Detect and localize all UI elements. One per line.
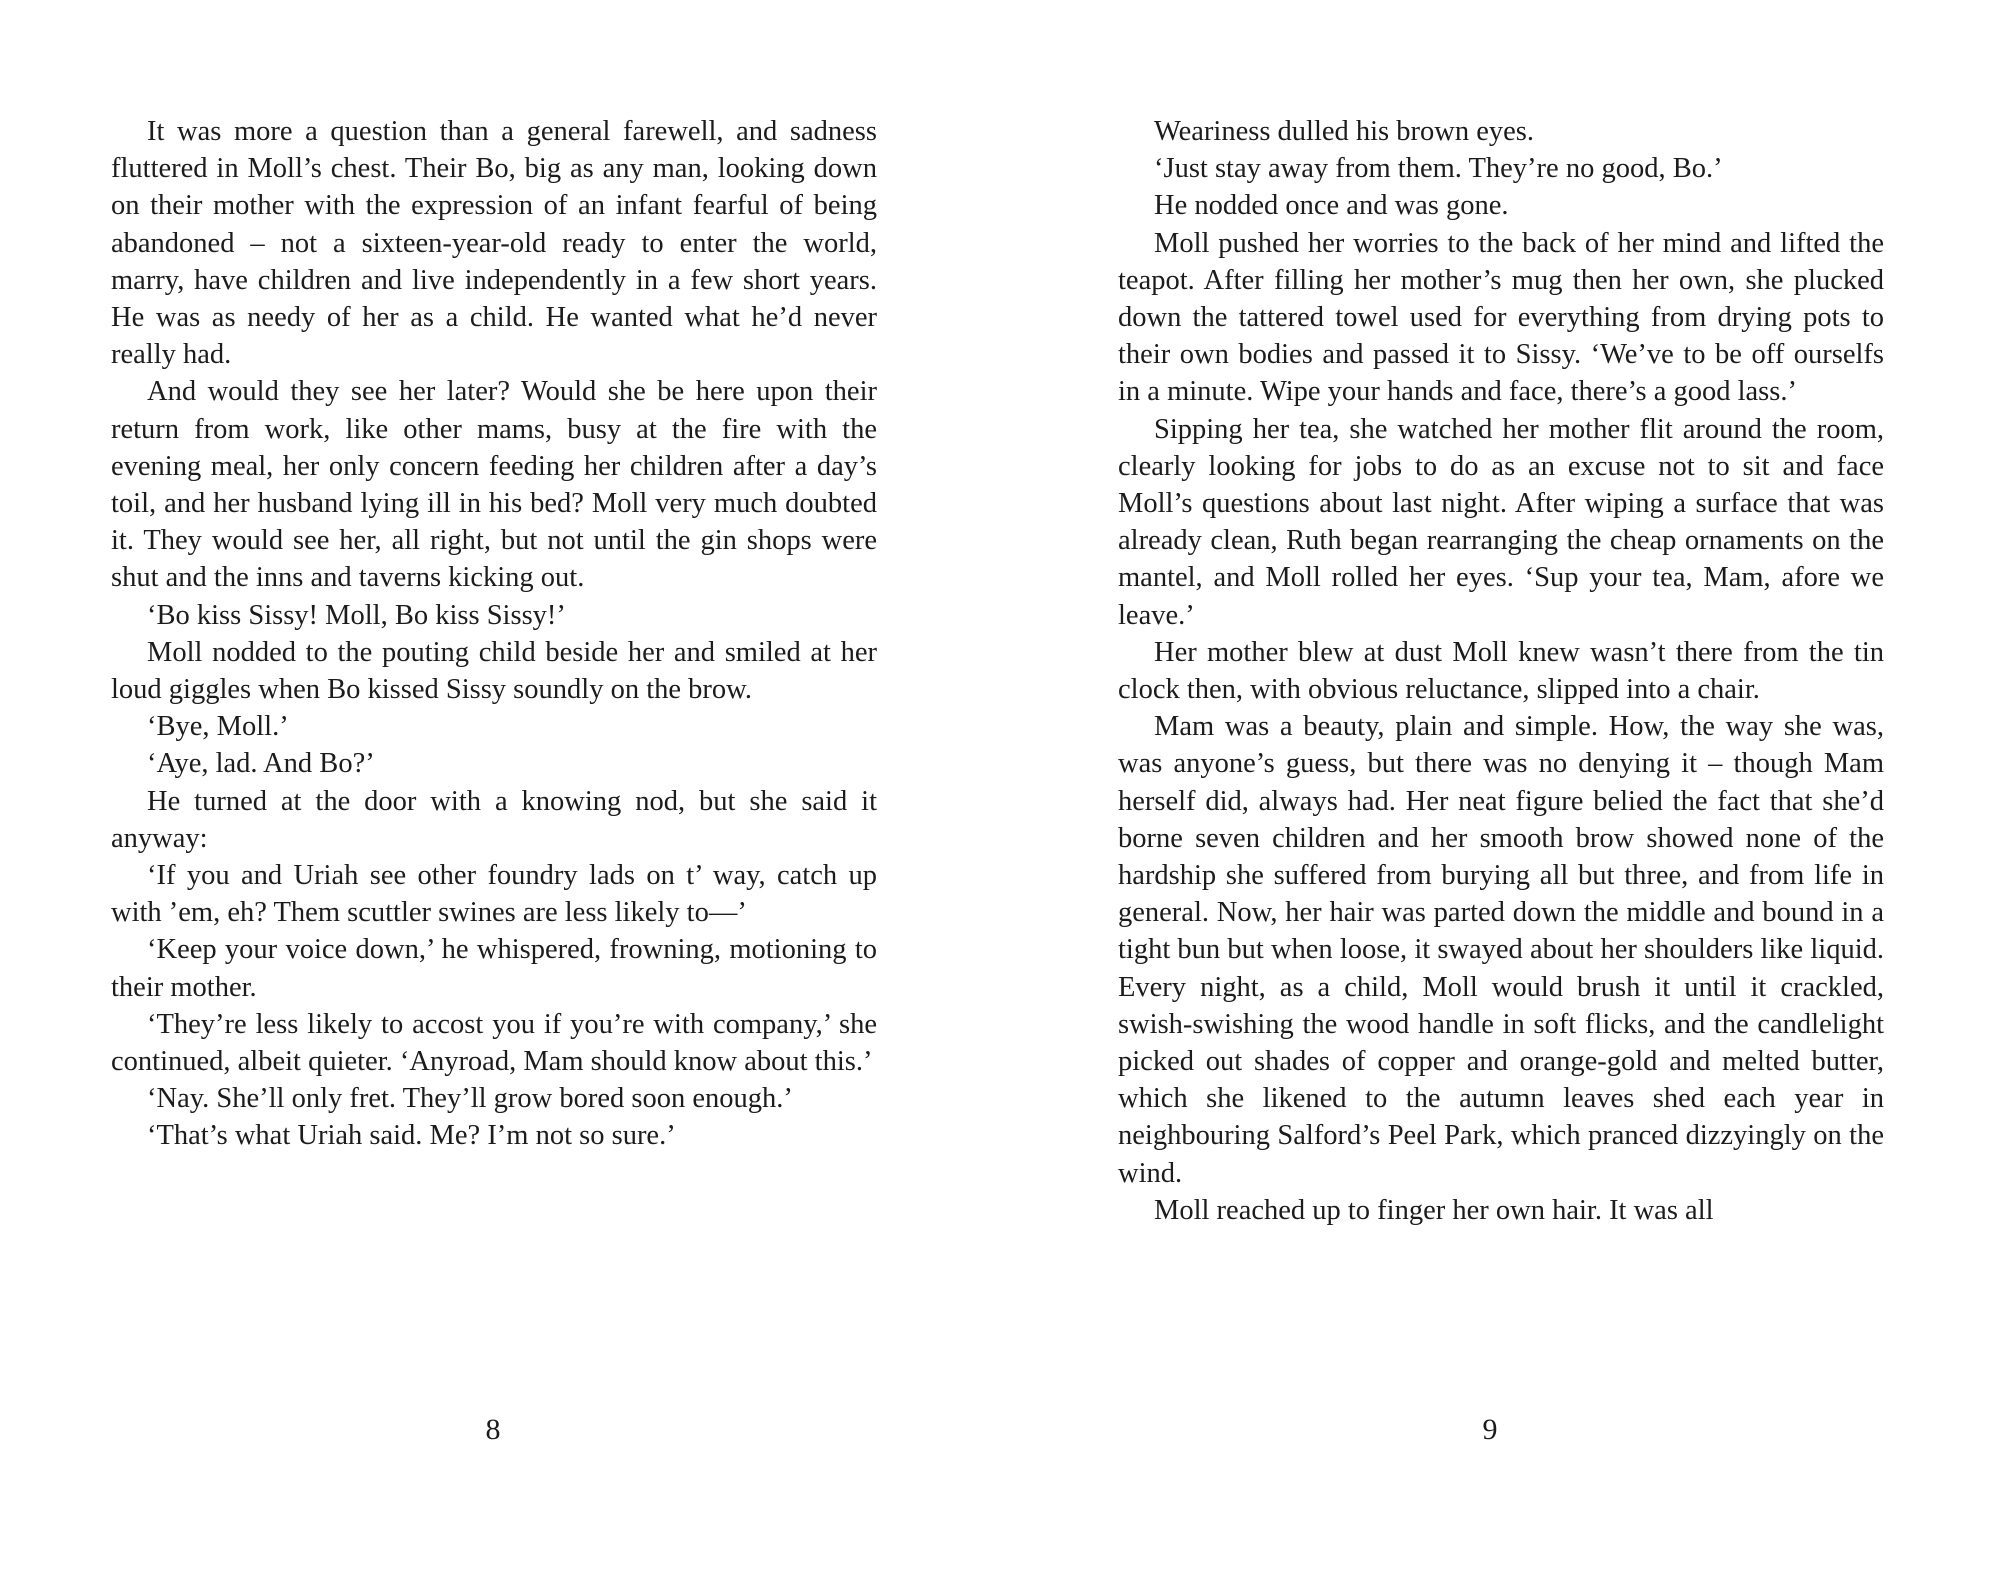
right-page — [1118, 113, 1884, 1229]
paragraph: ‘Aye, lad. And Bo?’ — [147, 748, 375, 780]
paragraph: Sipping her tea, she watched her mother flit around the room, clearly looking for jobs to do as an excuse not to sit and face Moll’s questions about last night. After wiping a surface that was already clean, Ruth began rearranging the cheap ornaments on the mantel, and Moll rolled her eyes. ‘Sup your tea, Mam, afore we leave.’ — [1118, 413, 1884, 631]
paragraph: ‘That’s what Uriah said. Me? I’m not so sure.’ — [147, 1120, 676, 1152]
page-number-right: 9 — [1482, 1413, 1498, 1446]
paragraph: He nodded once and was gone. — [1154, 190, 1509, 222]
paragraph: It was more a question than a general farewell, and sadness fluttered in Moll’s chest. Their Bo, big as any man, looking down on their mother with the expression of an infant fearful of being abandoned – not a sixteen-year-old ready to enter the world, marry, have children and live independently in a few short years. He was as needy of her as a child. He wanted what he’d never really had. — [111, 116, 877, 371]
paragraph: ‘Keep your voice down,’ he whispered, frowning, motioning to their mother. — [111, 934, 877, 1003]
paragraph: ‘If you and Uriah see other foundry lads on t’ way, catch up with ’em, eh? Them scuttler swines are less likely to—’ — [111, 860, 877, 929]
paragraph: Mam was a beauty, plain and simple. How, the way she was, was anyone’s guess, but there was no denying it – though Mam herself did, always had. Her neat figure belied the fact that she’d borne seven children and her smooth brow showed none of the hardship she suffered from burying all but three, and from life in general. Now, her hair was parted down the middle and bound in a tight bun but when loose, it swayed about her shoulders like liquid. Every night, as a child, Moll would brush it until it crackled, swish-swishing the wood handle in soft flicks, and the candlelight picked out shades of copper and orange-gold and melted butter, which she likened to the autumn leaves shed each year in neighbouring Salford’s Peel Park, which pranced dizzyingly on the wind. — [1118, 711, 1884, 1189]
paragraph: He turned at the door with a knowing nod, but she said it anyway: — [111, 785, 877, 854]
paragraph: And would they see her later? Would she be here upon their return from work, like other mams, busy at the fire with the evening meal, her only concern feeding her children after a day’s toil, and her husband lying ill in his bed? Moll very much doubted it. They would see her, all right, but not until the gin shops were shut and the inns and taverns kicking out. — [111, 376, 877, 594]
left-page — [111, 113, 877, 1155]
paragraph: ‘Bye, Moll.’ — [147, 711, 289, 743]
paragraph: ‘Nay. She’ll only fret. They’ll grow bored soon enough.’ — [147, 1083, 793, 1115]
paragraph: Weariness dulled his brown eyes. — [1154, 116, 1534, 147]
paragraph: ‘Just stay away from them. They’re no good, Bo.’ — [1154, 153, 1723, 185]
page-number-left: 8 — [485, 1413, 501, 1446]
paragraph: Her mother blew at dust Moll knew wasn’t there from the tin clock then, with obvious reluctance, slipped into a chair. — [1118, 636, 1884, 706]
paragraph: ‘Bo kiss Sissy! Moll, Bo kiss Sissy!’ — [147, 599, 566, 631]
paragraph: Moll pushed her worries to the back of her mind and lifted the teapot. After filling her mother’s mug then her own, she plucked down the tattered towel used for everything from drying pots to their own bodies and passed it to Sissy. ‘We’ve to be off ourselfs in a minute. Wipe your hands and face, there’s a good lass.’ — [1118, 227, 1884, 408]
paragraph: Moll reached up to finger her own hair. It was all — [1154, 1194, 1714, 1226]
paragraph: Moll nodded to the pouting child beside her and smiled at her loud giggles when Bo kissed Sissy soundly on the brow. — [111, 636, 877, 706]
paragraph: ‘They’re less likely to accost you if you’re with company,’ she continued, albeit quieter. ‘Anyroad, Mam should know about this.’ — [111, 1008, 877, 1078]
